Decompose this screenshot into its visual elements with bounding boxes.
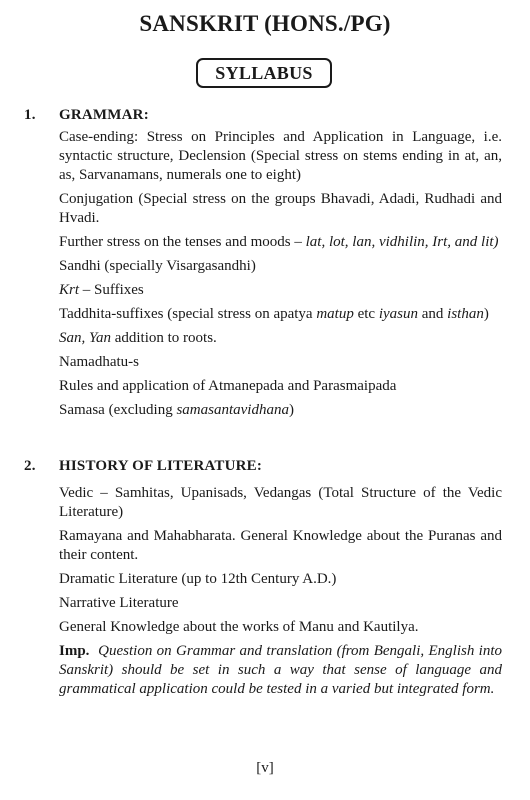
item-text: )	[483, 306, 489, 322]
syllabus-item	[59, 329, 502, 348]
item-text: Taddhita-suffixes (special stress on apatya	[59, 306, 317, 322]
item-text: etc	[353, 306, 379, 322]
item-text: Rules and application of Atmanepada and Parasmaipada	[59, 378, 397, 394]
italic-term: isthan	[447, 306, 484, 322]
syllabus-item	[59, 190, 502, 228]
italic-term: San, Yan	[59, 330, 111, 346]
item-text: Case-ending: Stress on Principles and Application in Language, i.e. syntactic structure, Declension (Special stress on stems ending in at, an, as, Sarvanamans, numerals one to eight)	[59, 129, 502, 183]
italic-term: samasantavidhana	[176, 402, 289, 418]
syllabus-item	[59, 353, 502, 372]
italic-term: iyasun	[378, 306, 418, 322]
item-text: Dramatic Literature (up to 12th Century A.D.)	[59, 571, 337, 587]
item-text: Namadhatu-s	[59, 354, 139, 370]
item-text: Conjugation (Special stress on the groups Bhavadi, Adadi, Rudhadi and Hvadi.	[59, 191, 502, 226]
item-text: Further stress on the tenses and moods –	[59, 234, 306, 250]
syllabus-box: SYLLABUS	[196, 58, 332, 88]
item-text: and	[418, 306, 448, 322]
note-label: Imp.	[59, 643, 90, 659]
history-items	[59, 484, 502, 642]
item-text: addition to roots.	[110, 330, 217, 346]
item-text: )	[288, 402, 294, 418]
syllabus-item	[59, 527, 502, 565]
item-text: General Knowledge about the works of Manu and Kautilya.	[59, 619, 419, 635]
section-number: 2.	[24, 458, 36, 474]
note-text: Question on Grammar and translation (from Bengali, English into Sanskrit) should be set in such a way that sense of language and grammatical application could be tested in a varied but integrated form.	[59, 643, 503, 697]
page-title: SANSKRIT (HONS./PG)	[139, 11, 391, 36]
item-text: – Suffixes	[79, 282, 144, 298]
syllabus-item	[59, 594, 502, 613]
item-text: Sandhi (specially Visargasandhi)	[59, 258, 256, 274]
item-text: Narrative Literature	[59, 595, 179, 611]
syllabus-item	[59, 233, 502, 252]
section-heading-history	[24, 458, 262, 475]
syllabus-item	[59, 401, 502, 420]
section-heading-grammar	[24, 107, 149, 124]
italic-term: lat, lot, lan, vidhilin, Irt, and lit)	[305, 234, 499, 250]
syllabus-item	[59, 618, 502, 637]
italic-term: Krt	[59, 282, 80, 298]
syllabus-item	[59, 257, 502, 276]
italic-term: matup	[316, 306, 354, 322]
item-text: Ramayana and Mahabharata. General Knowledge about the Puranas and their content.	[59, 528, 502, 563]
section-number: 1.	[24, 107, 36, 123]
item-text: Samasa (excluding	[59, 402, 177, 418]
grammar-items	[59, 128, 502, 425]
item-text: Vedic – Samhitas, Upanisads, Vedangas (Total Structure of the Vedic Literature)	[59, 485, 502, 520]
syllabus-item	[59, 281, 502, 300]
syllabus-item	[59, 305, 502, 324]
important-note	[59, 642, 502, 699]
page-number: [v]	[256, 760, 274, 776]
syllabus-item	[59, 484, 502, 522]
syllabus-item	[59, 128, 502, 185]
section-title: GRAMMAR:	[59, 107, 149, 123]
syllabus-item	[59, 377, 502, 396]
section-title: HISTORY OF LITERATURE:	[59, 458, 263, 474]
syllabus-item	[59, 570, 502, 589]
